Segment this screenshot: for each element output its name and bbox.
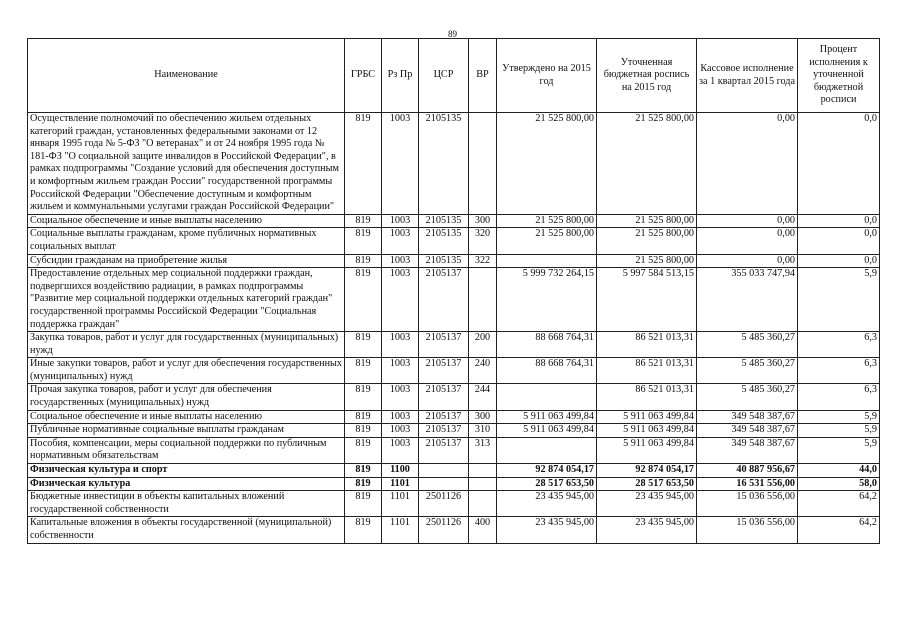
cell-rzpr: 1003: [382, 268, 419, 332]
cell-name: Социальное обеспечение и иные выплаты населению: [28, 410, 345, 424]
cell-name: Предоставление отдельных мер социальной поддержки граждан, подвергшихся воздействию радиации, в рамках подпрограммы "Развитие мер социальной поддержки отдельных категорий граждан" государственной программы Российской Федерации "Социальная поддержка граждан": [28, 268, 345, 332]
header-cash: Кассовое исполнение за 1 квартал 2015 года: [697, 39, 798, 113]
cell-refined: 21 525 800,00: [597, 228, 697, 254]
cell-approved: 21 525 800,00: [497, 113, 597, 215]
cell-csr: 2105137: [419, 358, 469, 384]
cell-name: Пособия, компенсации, меры социальной поддержки по публичным нормативным обязательствам: [28, 437, 345, 463]
table-row: [28, 491, 880, 517]
cell-rzpr: 1101: [382, 491, 419, 517]
cell-grbs: 819: [345, 254, 382, 268]
cell-rzpr: 1003: [382, 358, 419, 384]
cell-name: Прочая закупка товаров, работ и услуг для обеспечения государственных (муниципальных) нужд: [28, 384, 345, 410]
cell-csr: 2105135: [419, 214, 469, 228]
header-grbs: ГРБС: [345, 39, 382, 113]
cell-percent: 6,3: [798, 384, 880, 410]
cell-cash: 349 548 387,67: [697, 437, 798, 463]
cell-rzpr: 1003: [382, 424, 419, 438]
header-name: Наименование: [28, 39, 345, 113]
cell-cash: 15 036 556,00: [697, 491, 798, 517]
cell-grbs: 819: [345, 464, 382, 478]
cell-percent: 6,3: [798, 358, 880, 384]
cell-vr: 240: [469, 358, 497, 384]
cell-approved: 5 999 732 264,15: [497, 268, 597, 332]
cell-name: Социальные выплаты гражданам, кроме публичных нормативных социальных выплат: [28, 228, 345, 254]
table-row: [28, 437, 880, 463]
cell-rzpr: 1003: [382, 254, 419, 268]
cell-rzpr: 1003: [382, 113, 419, 215]
cell-vr: 322: [469, 254, 497, 268]
cell-refined: 86 521 013,31: [597, 384, 697, 410]
cell-name: Осуществление полномочий по обеспечению жильем отдельных категорий граждан, установленных федеральными законами от 12 января 1995 года № 5-ФЗ "О ветеранах" и от 24 ноября 1995 года № 181-ФЗ "О социальной защите инвалидов в Российской Федерации", в рамках подпрограммы "Создание условий для обеспечения доступным и комфортным жильем граждан России" государственной программы Российской Федерации "Обеспечение доступным и комфортным жильем и коммунальными услугами граждан Российской Федерации": [28, 113, 345, 215]
header-csr: ЦСР: [419, 39, 469, 113]
table-row: [28, 358, 880, 384]
cell-refined: 21 525 800,00: [597, 214, 697, 228]
cell-vr: [469, 491, 497, 517]
cell-csr: 2105135: [419, 254, 469, 268]
cell-approved: 28 517 653,50: [497, 477, 597, 491]
cell-cash: 349 548 387,67: [697, 410, 798, 424]
cell-approved: [497, 254, 597, 268]
budget-table: [27, 38, 880, 544]
cell-refined: 5 911 063 499,84: [597, 437, 697, 463]
cell-approved: 5 911 063 499,84: [497, 424, 597, 438]
cell-csr: 2105135: [419, 113, 469, 215]
cell-csr: 2501126: [419, 517, 469, 543]
cell-approved: 5 911 063 499,84: [497, 410, 597, 424]
cell-grbs: 819: [345, 491, 382, 517]
cell-approved: 88 668 764,31: [497, 332, 597, 358]
cell-name: Социальное обеспечение и иные выплаты населению: [28, 214, 345, 228]
cell-vr: 320: [469, 228, 497, 254]
cell-cash: 349 548 387,67: [697, 424, 798, 438]
cell-cash: 5 485 360,27: [697, 358, 798, 384]
cell-percent: 5,9: [798, 437, 880, 463]
table-row: [28, 410, 880, 424]
table-row: [28, 268, 880, 332]
cell-rzpr: 1101: [382, 517, 419, 543]
cell-refined: 86 521 013,31: [597, 332, 697, 358]
cell-grbs: 819: [345, 113, 382, 215]
table-row: [28, 464, 880, 478]
cell-name: Закупка товаров, работ и услуг для государственных (муниципальных) нужд: [28, 332, 345, 358]
cell-refined: 23 435 945,00: [597, 517, 697, 543]
cell-rzpr: 1100: [382, 464, 419, 478]
table-row: [28, 228, 880, 254]
cell-csr: 2105137: [419, 437, 469, 463]
cell-rzpr: 1003: [382, 437, 419, 463]
cell-refined: 21 525 800,00: [597, 113, 697, 215]
cell-vr: 313: [469, 437, 497, 463]
cell-vr: [469, 268, 497, 332]
cell-vr: 300: [469, 410, 497, 424]
cell-percent: 58,0: [798, 477, 880, 491]
cell-approved: 23 435 945,00: [497, 491, 597, 517]
cell-cash: 5 485 360,27: [697, 332, 798, 358]
cell-grbs: 819: [345, 424, 382, 438]
cell-rzpr: 1101: [382, 477, 419, 491]
cell-grbs: 819: [345, 214, 382, 228]
cell-approved: 21 525 800,00: [497, 214, 597, 228]
header-refined: Уточненная бюджетная роспись на 2015 год: [597, 39, 697, 113]
cell-percent: 64,2: [798, 517, 880, 543]
cell-approved: 23 435 945,00: [497, 517, 597, 543]
cell-approved: 92 874 054,17: [497, 464, 597, 478]
cell-refined: 23 435 945,00: [597, 491, 697, 517]
cell-grbs: 819: [345, 228, 382, 254]
cell-rzpr: 1003: [382, 384, 419, 410]
cell-name: Физическая культура и спорт: [28, 464, 345, 478]
table-row: [28, 424, 880, 438]
cell-vr: 300: [469, 214, 497, 228]
cell-grbs: 819: [345, 332, 382, 358]
cell-refined: 92 874 054,17: [597, 464, 697, 478]
cell-refined: 28 517 653,50: [597, 477, 697, 491]
cell-refined: 5 911 063 499,84: [597, 410, 697, 424]
cell-name: Капитальные вложения в объекты государственной (муниципальной) собственности: [28, 517, 345, 543]
cell-csr: [419, 477, 469, 491]
header-percent: Процент исполнения к уточненной бюджетной росписи: [798, 39, 880, 113]
table-row: [28, 384, 880, 410]
table-row: [28, 113, 880, 215]
cell-approved: [497, 437, 597, 463]
cell-cash: 40 887 956,67: [697, 464, 798, 478]
cell-rzpr: 1003: [382, 214, 419, 228]
cell-approved: 21 525 800,00: [497, 228, 597, 254]
cell-rzpr: 1003: [382, 228, 419, 254]
table-row: [28, 477, 880, 491]
cell-cash: 5 485 360,27: [697, 384, 798, 410]
cell-grbs: 819: [345, 358, 382, 384]
cell-vr: [469, 477, 497, 491]
cell-vr: [469, 113, 497, 215]
cell-vr: 200: [469, 332, 497, 358]
cell-percent: 44,0: [798, 464, 880, 478]
cell-grbs: 819: [345, 268, 382, 332]
cell-vr: [469, 464, 497, 478]
cell-cash: 0,00: [697, 254, 798, 268]
cell-percent: 6,3: [798, 332, 880, 358]
cell-percent: 5,9: [798, 268, 880, 332]
cell-name: Бюджетные инвестиции в объекты капитальных вложений государственной собственности: [28, 491, 345, 517]
cell-percent: 64,2: [798, 491, 880, 517]
table-row: [28, 254, 880, 268]
cell-grbs: 819: [345, 517, 382, 543]
header-rzpr: Рз Пр: [382, 39, 419, 113]
cell-vr: 244: [469, 384, 497, 410]
table-row: [28, 517, 880, 543]
cell-rzpr: 1003: [382, 410, 419, 424]
cell-csr: [419, 464, 469, 478]
cell-percent: 0,0: [798, 113, 880, 215]
header-row: [28, 39, 880, 113]
cell-approved: 88 668 764,31: [497, 358, 597, 384]
cell-refined: 86 521 013,31: [597, 358, 697, 384]
cell-refined: 5 997 584 513,15: [597, 268, 697, 332]
cell-percent: 0,0: [798, 214, 880, 228]
cell-name: Физическая культура: [28, 477, 345, 491]
cell-csr: 2105135: [419, 228, 469, 254]
table-body: [28, 113, 880, 544]
table-row: [28, 332, 880, 358]
cell-percent: 0,0: [798, 228, 880, 254]
cell-csr: 2105137: [419, 332, 469, 358]
cell-csr: 2105137: [419, 268, 469, 332]
cell-cash: 15 036 556,00: [697, 517, 798, 543]
header-approved: Утверждено на 2015 год: [497, 39, 597, 113]
cell-vr: 310: [469, 424, 497, 438]
cell-refined: 21 525 800,00: [597, 254, 697, 268]
cell-refined: 5 911 063 499,84: [597, 424, 697, 438]
cell-cash: 0,00: [697, 228, 798, 254]
cell-csr: 2105137: [419, 384, 469, 410]
cell-csr: 2105137: [419, 410, 469, 424]
cell-grbs: 819: [345, 477, 382, 491]
table-row: [28, 214, 880, 228]
cell-grbs: 819: [345, 410, 382, 424]
cell-rzpr: 1003: [382, 332, 419, 358]
cell-name: Публичные нормативные социальные выплаты гражданам: [28, 424, 345, 438]
cell-cash: 16 531 556,00: [697, 477, 798, 491]
cell-grbs: 819: [345, 437, 382, 463]
cell-approved: [497, 384, 597, 410]
cell-cash: 0,00: [697, 214, 798, 228]
cell-cash: 355 033 747,94: [697, 268, 798, 332]
cell-percent: 5,9: [798, 424, 880, 438]
cell-csr: 2105137: [419, 424, 469, 438]
cell-cash: 0,00: [697, 113, 798, 215]
cell-percent: 0,0: [798, 254, 880, 268]
cell-percent: 5,9: [798, 410, 880, 424]
cell-name: Субсидии гражданам на приобретение жилья: [28, 254, 345, 268]
cell-vr: 400: [469, 517, 497, 543]
header-vr: ВР: [469, 39, 497, 113]
cell-grbs: 819: [345, 384, 382, 410]
cell-csr: 2501126: [419, 491, 469, 517]
cell-name: Иные закупки товаров, работ и услуг для обеспечения государственных (муниципальных) нужд: [28, 358, 345, 384]
page-number: 89: [448, 29, 457, 39]
